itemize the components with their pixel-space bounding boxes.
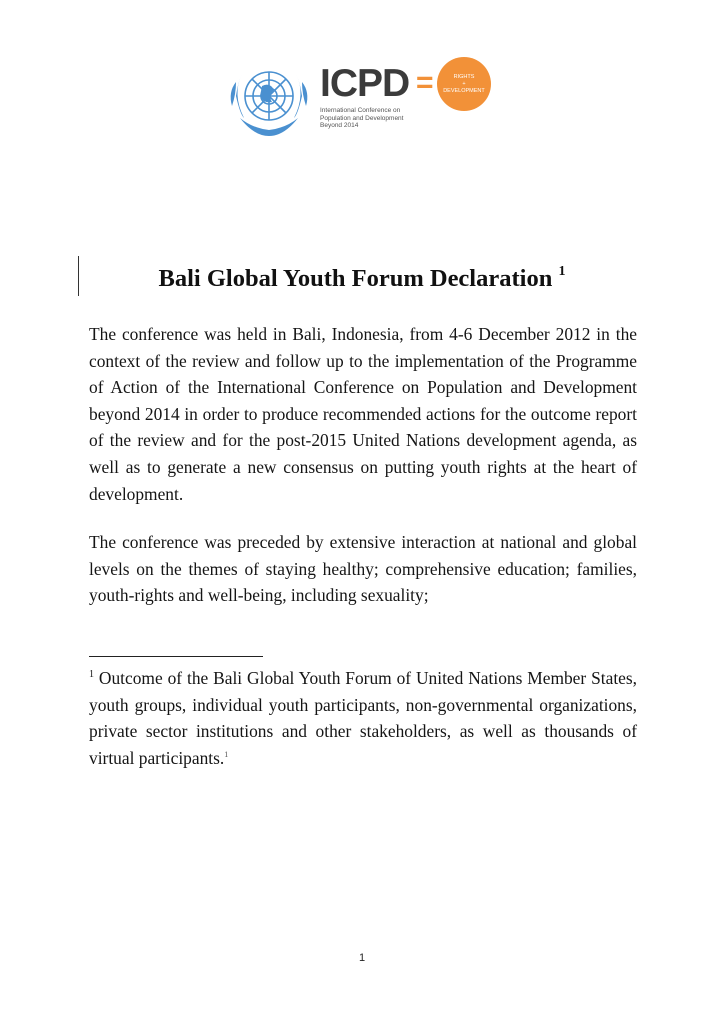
footnote-text: Outcome of the Bali Global Youth Forum of United Nations Member States, youth groups, individual youth participants, non-governmental organizations, private sector institutions and other stakeholders, as well as thousands of virtual participants. <box>89 668 637 768</box>
title-text: Bali Global Youth Forum Declaration <box>158 265 553 293</box>
badge-line: DEVELOPMENT <box>443 87 485 94</box>
icpd-subtitle-line: Population and Development <box>320 114 404 122</box>
footnote-marker: 1 <box>89 669 94 681</box>
document-title <box>0 257 724 296</box>
badge-line: RIGHTS <box>453 73 475 80</box>
icpd-subtitle-line: International Conference on <box>320 107 401 114</box>
rights-development-badge <box>437 57 491 111</box>
icpd-subtitle <box>320 107 430 130</box>
icpd-wordmark: ICPD <box>320 62 410 105</box>
un-emblem-icon <box>222 56 316 146</box>
footnote-end-marker: 1 <box>224 749 229 759</box>
badge-line: + <box>462 80 466 87</box>
footnote <box>89 665 637 771</box>
icpd-subtitle-line: Beyond 2014 <box>320 122 359 129</box>
paragraph-1: The conference was held in Bali, Indonesia, from 4-6 December 2012 in the context of the review and follow up to the implementation of the Programme of Action of the International Conference on Population and Development beyond 2014 in order to produce recommended actions for the outcome report of the review and for the post-2015 United Nations development agenda, as well as to generate a new consensus on putting youth rights at the heart of development. <box>89 324 637 504</box>
title-footnote-ref[interactable]: 1 <box>558 264 566 279</box>
paragraph-2: The conference was preceded by extensive interaction at national and global levels on the themes of staying healthy; comprehensive education; families, youth-rights and well-being, including sexuality; <box>89 532 637 606</box>
footnote-separator <box>89 656 263 657</box>
equals-sign: = <box>416 66 434 99</box>
page-number: 1 <box>358 952 366 964</box>
header-logo <box>222 56 502 146</box>
